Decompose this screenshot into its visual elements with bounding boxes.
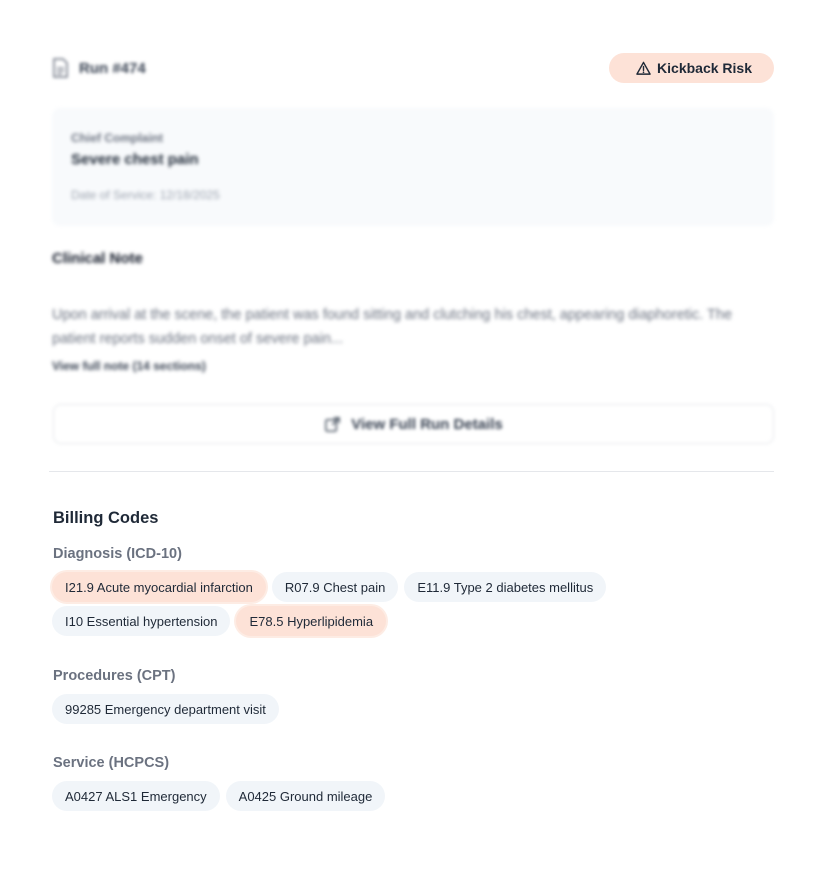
code-chip[interactable]: I21.9 Acute myocardial infarction bbox=[52, 572, 266, 602]
clinical-note-excerpt: Upon arrival at the scene, the patient was found sitting and clutching his chest, appearing diaphoretic. The patient reports sudden onset of severe pain... bbox=[52, 307, 733, 347]
code-chip[interactable]: A0427 ALS1 Emergency bbox=[52, 781, 220, 811]
diagnosis-label: Diagnosis (ICD-10) bbox=[53, 546, 182, 562]
diagnosis-code-list bbox=[52, 572, 652, 636]
kickback-risk-badge[interactable] bbox=[609, 53, 774, 83]
clinical-note-heading: Clinical Note bbox=[52, 250, 143, 267]
code-chip[interactable]: 99285 Emergency department visit bbox=[52, 694, 279, 724]
billing-codes-title: Billing Codes bbox=[53, 509, 159, 527]
chief-complaint-card bbox=[52, 108, 774, 226]
code-chip[interactable]: E11.9 Type 2 diabetes mellitus bbox=[404, 572, 606, 602]
procedures-label: Procedures (CPT) bbox=[53, 668, 176, 684]
clinical-note-section bbox=[52, 250, 774, 373]
chief-complaint-label: Chief Complaint bbox=[71, 131, 163, 145]
date-of-service: Date of Service: 12/18/2025 bbox=[71, 188, 220, 202]
run-title-group bbox=[52, 58, 146, 78]
run-title: Run #474 bbox=[79, 59, 146, 77]
chief-complaint-value: Severe chest pain bbox=[71, 151, 199, 168]
warning-triangle-icon bbox=[636, 61, 651, 76]
section-divider bbox=[49, 471, 774, 472]
procedure-code-list bbox=[52, 694, 652, 724]
code-chip[interactable]: A0425 Ground mileage bbox=[226, 781, 386, 811]
code-chip[interactable]: E78.5 Hyperlipidemia bbox=[236, 606, 386, 636]
service-label: Service (HCPCS) bbox=[53, 755, 170, 771]
external-link-icon bbox=[324, 416, 341, 433]
document-icon bbox=[52, 58, 69, 78]
risk-badge-label: Kickback Risk bbox=[657, 60, 752, 76]
view-full-note-link[interactable]: View full note (14 sections) bbox=[52, 359, 206, 373]
view-full-run-details-label: View Full Run Details bbox=[351, 415, 503, 433]
view-full-run-details-button[interactable] bbox=[53, 404, 774, 444]
code-chip[interactable]: I10 Essential hypertension bbox=[52, 606, 230, 636]
service-code-list bbox=[52, 781, 652, 811]
run-header bbox=[52, 53, 774, 83]
code-chip[interactable]: R07.9 Chest pain bbox=[272, 572, 398, 602]
